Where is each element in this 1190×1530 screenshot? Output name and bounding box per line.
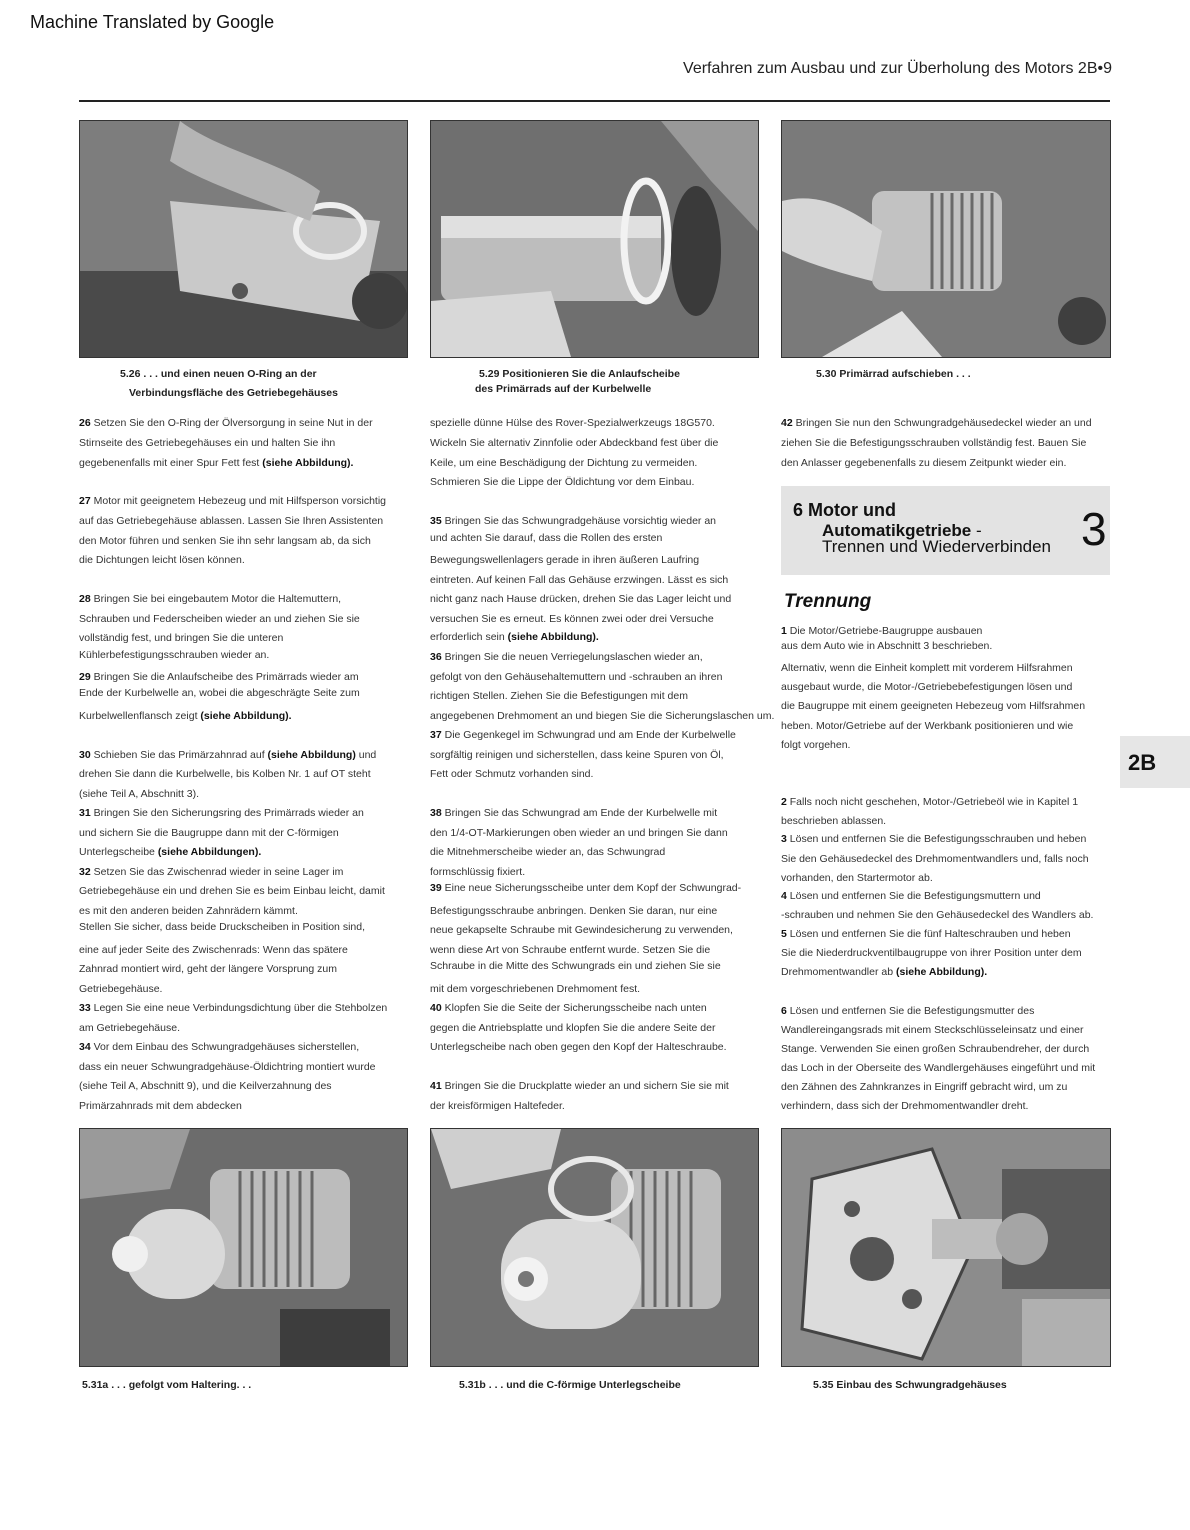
- para-1-line4: ausgebaut wurde, die Motor-/Getriebebefestigungen lösen und: [781, 681, 1073, 693]
- para-27-line3: den Motor führen und senken Sie ihn sehr langsam ab, da sich: [79, 535, 371, 547]
- para-38-line3: die Mitnehmerscheibe wieder an, das Schwungrad: [430, 846, 666, 858]
- subsection-heading: Trennung: [784, 591, 872, 612]
- para-35-line7: erforderlich sein (siehe Abbildung).: [430, 631, 599, 643]
- para-6-line4: das Loch in der Oberseite des Wandlergehäuses eingeführt und mit: [781, 1062, 1096, 1074]
- para-28-line3: vollständig fest, und bringen Sie die unteren: [79, 632, 284, 644]
- para-39-line5: Schraube in die Mitte des Schwungrads ein und ziehen Sie sie: [430, 960, 721, 972]
- para-5-line3: Drehmomentwandler ab (siehe Abbildung).: [781, 966, 988, 978]
- para-30-line1: 30 Schieben Sie das Primärzahnrad auf (siehe Abbildung) und: [79, 749, 377, 761]
- caption-5-29-line2: des Primärrads auf der Kurbelwelle: [475, 383, 652, 395]
- para-33-line1: 33 Legen Sie eine neue Verbindungsdichtung über die Stehbolzen: [79, 1002, 388, 1014]
- para-1-line5: die Baugruppe mit einem geeigneten Hebezeug vom Hilfsrahmen: [781, 700, 1086, 712]
- para-28-line1: 28 Bringen Sie bei eingebautem Motor die Haltemuttern,: [79, 593, 342, 605]
- para-35-line3: Bewegungswellenlagers gerade in ihren äußeren Laufring: [430, 554, 700, 566]
- para-33-line2: am Getriebegehäuse.: [79, 1022, 180, 1034]
- header-rule: [79, 100, 1110, 102]
- section-title-line2: Automatikgetriebe -: [822, 521, 982, 540]
- para-26-line1: 26 Setzen Sie den O-Ring der Ölversorgung in seine Nut in der: [79, 417, 373, 429]
- para-34-line1: 34 Vor dem Einbau des Schwungradgehäuses sicherstellen,: [79, 1041, 360, 1053]
- para-32-line6: Zahnrad montiert wird, geht der längere Vorsprung zum: [79, 963, 337, 975]
- para-40-line1: 40 Klopfen Sie die Seite der Sicherungsscheibe nach unten: [430, 1002, 707, 1014]
- para-30-line2: drehen Sie dann die Kurbelwelle, bis Kolben Nr. 1 auf OT steht: [79, 768, 371, 780]
- photo-5-31b: [430, 1128, 759, 1367]
- para-38-line1: 38 Bringen Sie das Schwungrad am Ende der Kurbelwelle mit: [430, 807, 718, 819]
- para-35-line1: 35 Bringen Sie das Schwungradgehäuse vorsichtig wieder an: [430, 515, 717, 527]
- para-34-cont-line2: Wickeln Sie alternativ Zinnfolie oder Abdeckband fest über die: [430, 437, 719, 449]
- para-28-line4: Kühlerbefestigungsschrauben wieder an.: [79, 649, 270, 661]
- para-40-line3: Unterlegscheibe nach oben gegen den Kopf der Halteschraube.: [430, 1041, 727, 1053]
- para-28-line2: Schrauben und Federscheiben wieder an und ziehen Sie sie: [79, 613, 360, 625]
- section-title-line1: 6 Motor und: [793, 500, 896, 520]
- para-2-line1: 2 Falls noch nicht geschehen, Motor-/Getriebeöl wie in Kapitel 1: [781, 796, 1079, 808]
- para-34-cont-line4: Schmieren Sie die Lippe der Öldichtung vor dem Einbau.: [430, 476, 695, 488]
- caption-5-26-line2: Verbindungsfläche des Getriebegehäuses: [129, 387, 338, 399]
- para-42-line1: 42 Bringen Sie nun den Schwungradgehäusedeckel wieder an und: [781, 417, 1092, 429]
- para-36-line4: angegebenen Drehmoment an und biegen Sie die Sicherungslaschen um.: [430, 710, 775, 722]
- para-36-line1: 36 Bringen Sie die neuen Verriegelungslaschen wieder an,: [430, 651, 703, 663]
- para-6-line3: Stange. Verwenden Sie einen großen Schraubendreher, der durch: [781, 1043, 1090, 1055]
- para-39-line2: Befestigungsschraube anbringen. Denken Sie daran, nur eine: [430, 905, 718, 917]
- para-35-line6: versuchen Sie es erneut. Es können zwei oder drei Versuche: [430, 613, 714, 625]
- para-27-line4: die Dichtungen leicht lösen können.: [79, 554, 245, 566]
- para-26-line2: Stirnseite des Getriebegehäuses ein und halten Sie ihn: [79, 437, 336, 449]
- para-6-line1: 6 Lösen und entfernen Sie die Befestigungsmutter des: [781, 1005, 1035, 1017]
- para-2-line2: beschrieben ablassen.: [781, 815, 887, 827]
- para-40-line2: gegen die Antriebsplatte und klopfen Sie die andere Seite der: [430, 1022, 716, 1034]
- chapter-side-tab-label: 2B: [1128, 750, 1157, 775]
- para-29-line1: 29 Bringen Sie die Anlaufscheibe des Primärrads wieder am: [79, 671, 359, 683]
- section-number: 3: [1081, 503, 1107, 555]
- para-1-line6: heben. Motor/Getriebe auf der Werkbank positionieren und wie: [781, 720, 1074, 732]
- para-31-line2: und sichern Sie die Baugruppe dann mit der C-förmigen: [79, 827, 339, 839]
- para-39-line3: neue gekapselte Schraube mit Gewindesicherung zu verwenden,: [430, 924, 733, 936]
- para-32-line2: Getriebegehäuse ein und drehen Sie es beim Einbau leicht, damit: [79, 885, 385, 897]
- para-38-line4: formschlüssig fixiert.: [430, 866, 526, 878]
- para-32-line3: es mit den anderen beiden Zahnrädern kämmt.: [79, 905, 298, 917]
- para-1-line3: Alternativ, wenn die Einheit komplett mit vorderem Hilfsrahmen: [781, 662, 1073, 674]
- photo-5-31a: [79, 1128, 408, 1367]
- photo-5-30: [781, 120, 1111, 358]
- para-29-line3: Kurbelwellenflansch zeigt (siehe Abbildung).: [79, 710, 292, 722]
- para-32-line4: Stellen Sie sicher, dass beide Druckscheiben in Position sind,: [79, 921, 365, 933]
- para-35-line4: eintreten. Auf keinen Fall das Gehäuse erzwingen. Lässt es sich: [430, 574, 729, 586]
- para-29-line2: Ende der Kurbelwelle an, wobei die abgeschrägte Seite zum: [79, 687, 360, 699]
- para-34-line3: (siehe Teil A, Abschnitt 9), und die Keilverzahnung des: [79, 1080, 332, 1092]
- para-6-line6: verhindern, dass sich der Drehmomentwandler dreht.: [781, 1100, 1029, 1112]
- para-32-line1: 32 Setzen Sie das Zwischenrad wieder in seine Lager im: [79, 866, 344, 878]
- para-31-line3: Unterlegscheibe (siehe Abbildungen).: [79, 846, 262, 858]
- para-39-line4: wenn diese Art von Schraube entfernt wurde. Setzen Sie die: [430, 944, 711, 956]
- para-32-line5: eine auf jeder Seite des Zwischenrads: Wenn das spätere: [79, 944, 348, 956]
- caption-5-35: 5.35 Einbau des Schwungradgehäuses: [813, 1379, 1007, 1391]
- para-41-line2: der kreisförmigen Haltefeder.: [430, 1100, 565, 1112]
- para-6-line5: den Zähnen des Zahnkranzes in Eingriff gebracht wird, um zu: [781, 1081, 1068, 1093]
- para-39-line1: 39 Eine neue Sicherungsscheibe unter dem Kopf der Schwungrad-: [430, 882, 742, 894]
- para-27-line2: auf das Getriebegehäuse ablassen. Lassen Sie Ihren Assistenten: [79, 515, 384, 527]
- caption-5-30: 5.30 Primärrad aufschieben . . .: [816, 368, 971, 380]
- para-5-line1: 5 Lösen und entfernen Sie die fünf Halteschrauben und heben: [781, 928, 1071, 940]
- para-34-cont-line1: spezielle dünne Hülse des Rover-Spezialwerkzeugs 18G570.: [430, 417, 715, 429]
- para-37-line2: sorgfältig reinigen und sicherstellen, dass keine Spuren von Öl,: [430, 749, 724, 761]
- photo-5-29: [430, 120, 759, 358]
- photo-5-35: [781, 1128, 1111, 1367]
- para-4-line2: -schrauben und nehmen Sie den Gehäusedeckel des Wandlers ab.: [781, 909, 1094, 921]
- machine-translation-banner: Machine Translated by Google: [30, 12, 275, 32]
- para-30-line3: (siehe Teil A, Abschnitt 3).: [79, 788, 200, 800]
- para-38-line2: den 1/4-OT-Markierungen oben wieder an und bringen Sie dann: [430, 827, 728, 839]
- photo-5-26: [79, 120, 408, 358]
- para-37-line3: Fett oder Schmutz vorhanden sind.: [430, 768, 594, 780]
- para-37-line1: 37 Die Gegenkegel im Schwungrad und am Ende der Kurbelwelle: [430, 729, 736, 741]
- para-36-line3: richtigen Stellen. Ziehen Sie die Befestigungen mit dem: [430, 690, 688, 702]
- para-3-line3: vorhanden, den Startermotor ab.: [781, 872, 933, 884]
- para-1-line1: 1 Die Motor/Getriebe-Baugruppe ausbauen: [781, 625, 983, 637]
- running-head: Verfahren zum Ausbau und zur Überholung des Motors 2B•9: [683, 60, 1112, 77]
- para-6-line2: Wandlereingangsrads mit einem Steckschlüsseleinsatz und einer: [781, 1024, 1084, 1036]
- caption-5-26-line1: 5.26 . . . und einen neuen O-Ring an der: [120, 368, 317, 380]
- para-42-line2: ziehen Sie die Befestigungsschrauben vollständig fest. Bauen Sie: [781, 437, 1087, 449]
- para-34-line2: dass ein neuer Schwungradgehäuse-Öldichtring montiert wurde: [79, 1061, 376, 1073]
- para-36-line2: gefolgt von den Gehäusehaltemuttern und -schrauben an ihren: [430, 671, 723, 683]
- para-39-line6: mit dem vorgeschriebenen Drehmoment fest.: [430, 983, 641, 995]
- para-34-cont-line3: Keile, um eine Beschädigung der Dichtung zu vermeiden.: [430, 457, 698, 469]
- caption-5-29-line1: 5.29 Positionieren Sie die Anlaufscheibe: [479, 368, 680, 380]
- caption-5-31a: 5.31a . . . gefolgt vom Haltering. . .: [82, 1379, 252, 1391]
- para-34-line4: Primärzahnrads mit dem abdecken: [79, 1100, 242, 1112]
- para-5-line2: Sie die Niederdruckventilbaugruppe von ihrer Position unter dem: [781, 947, 1082, 959]
- para-35-line2: und achten Sie darauf, dass die Rollen des ersten: [430, 532, 663, 544]
- section-title-line3: Trennen und Wiederverbinden: [822, 537, 1052, 556]
- para-27-line1: 27 Motor mit geeignetem Hebezeug und mit Hilfsperson vorsichtig: [79, 495, 386, 507]
- para-41-line1: 41 Bringen Sie die Druckplatte wieder an und sichern Sie sie mit: [430, 1080, 729, 1092]
- para-35-line5: nicht ganz nach Hause drücken, drehen Sie das Lager leicht und: [430, 593, 732, 605]
- para-32-line7: Getriebegehäuse.: [79, 983, 163, 995]
- para-1-line2: aus dem Auto wie in Abschnitt 3 beschrieben.: [781, 640, 993, 652]
- para-3-line1: 3 Lösen und entfernen Sie die Befestigungsschrauben und heben: [781, 833, 1087, 845]
- para-3-line2: Sie den Gehäusedeckel des Drehmomentwandlers und, falls noch: [781, 853, 1089, 865]
- para-42-line3: den Anlasser gegebenenfalls zu diesem Zeitpunkt wieder ein.: [781, 457, 1067, 469]
- para-1-line7: folgt vorgehen.: [781, 739, 851, 751]
- para-26-line3: gegebenenfalls mit einer Spur Fett fest (siehe Abbildung).: [79, 457, 354, 469]
- caption-5-31b: 5.31b . . . und die C-förmige Unterlegscheibe: [459, 1379, 681, 1391]
- para-31-line1: 31 Bringen Sie den Sicherungsring des Primärrads wieder an: [79, 807, 364, 819]
- para-4-line1: 4 Lösen und entfernen Sie die Befestigungsmuttern und: [781, 890, 1041, 902]
